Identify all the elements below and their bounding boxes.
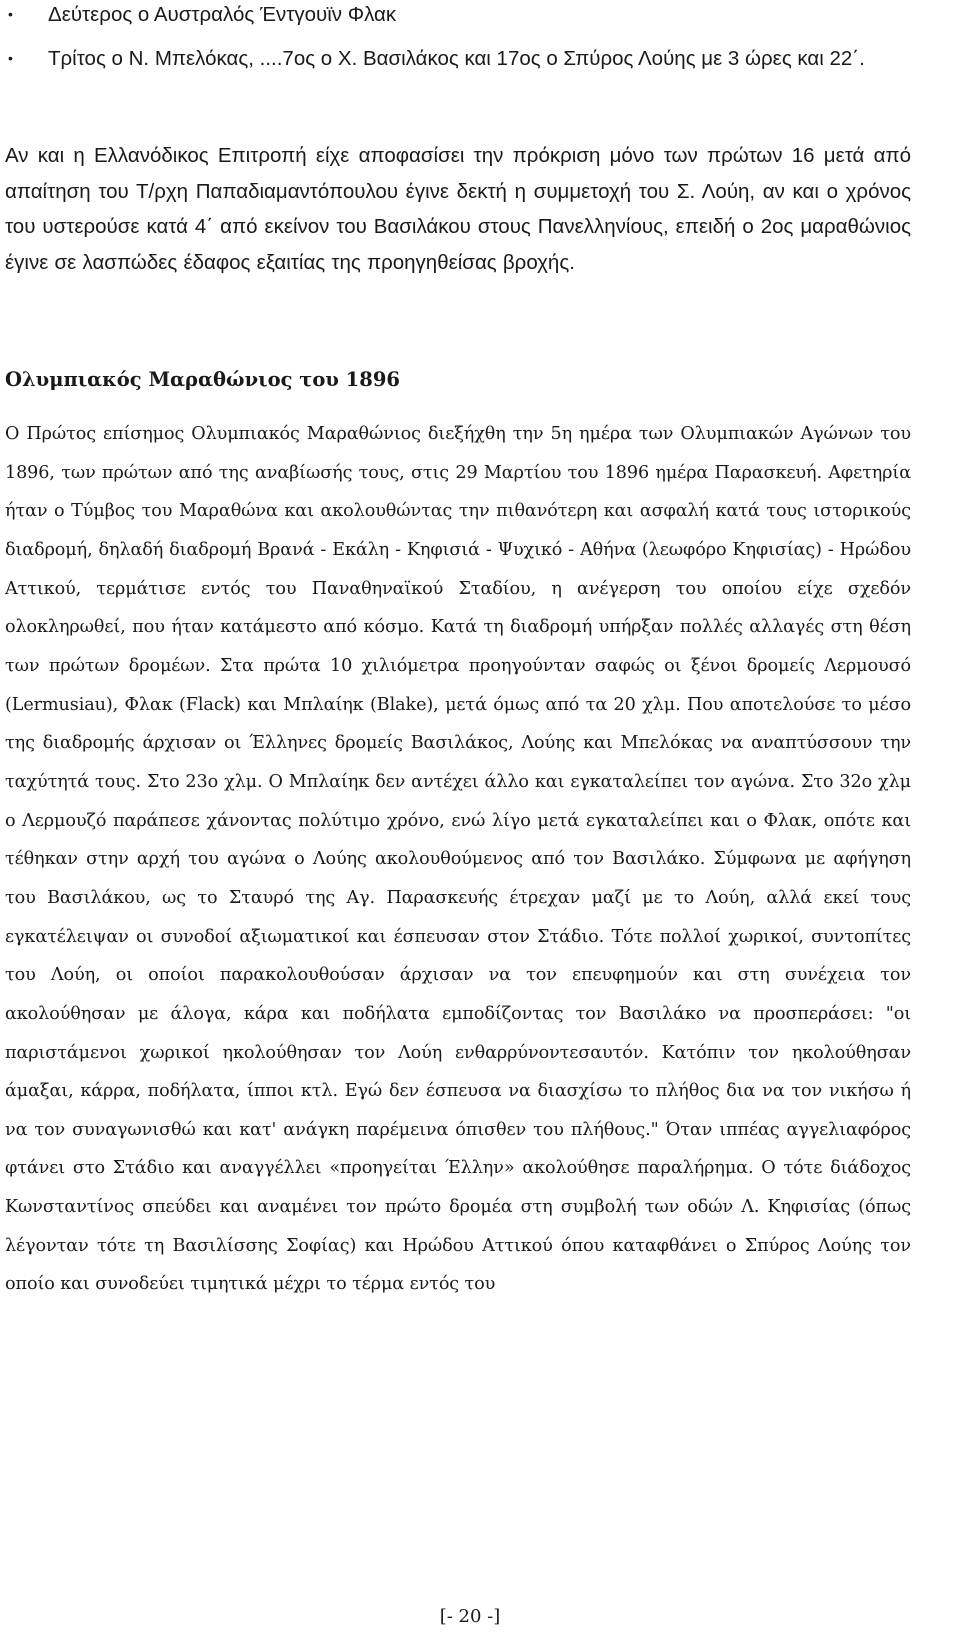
section-heading: Ολυμπιακός Μαραθώνιος του 1896: [5, 368, 400, 391]
bullet-icon: •: [8, 6, 13, 22]
bullet-text: Τρίτος ο Ν. Μπελόκας, ....7ος ο Χ. Βασιλάκος και 17ος ο Σπύρος Λούης με 3 ώρες και 22΄.: [48, 47, 865, 70]
bullet-item-third-place: [0, 41, 960, 76]
bullet-icon: •: [8, 50, 13, 66]
main-paragraph: Ο Πρώτος επίσημος Ολυμπιακός Μαραθώνιος διεξήχθη την 5η ημέρα των Ολυμπιακών Αγώνων του 1896, των πρώτων από της αναβίωσής τους, στις 29 Μαρτίου του 1896 ημέρα Παρασκευή. Αφετηρία ήταν ο Τύμβος του Μαραθώνα και ακολουθώντας την πιθανότερη και ασφαλή κατά τους ιστορικούς διαδρομή, δηλαδή διαδρομή Βρανά - Εκάλη - Κηφισιά - Ψυχικό - Αθήνα (λεωφόρο Κηφισίας) - Ηρώδου Αττικού, τερμάτισε εντός του Παναθηναϊκού Σταδίου, η ανέγερση του οποίου είχε σχεδόν ολοκληρωθεί, που ήταν κατάμεστο από κόσμο. Κατά τη διαδρομή υπήρξαν πολλές αλλαγές στη θέση των πρώτων δρομέων. Στα πρώτα 10 χιλιόμετρα προηγούνταν σαφώς οι ξένοι δρομείς Λερμουσό (Lermusiau), Φλακ (Flack) και Μπλαίηκ (Blake), μετά όμως από τα 20 χλμ. Που αποτελούσε το μέσο της διαδρομής άρχισαν οι Έλληνες δρομείς Βασιλάκος, Λούης και Μπελόκας να αναπτύσσουν την ταχύτητά τους. Στο 23ο χλμ. Ο Μπλαίηκ δεν αντέχει άλλο και εγκαταλείπει τον αγώνα. Στο 32ο χλμ ο Λερμουζό παράπεσε χάνοντας πολύτιμο χρόνο, ενώ λίγο μετά εγκαταλείπει και ο Φλακ, οπότε και τέθηκαν στην αρχή του αγώνα ο Λούης ακολουθούμενος από τον Βασιλάκο. Σύμφωνα με αφήγηση του Βασιλάκου, ως το Σταυρό της Αγ. Παρασκευής έτρεχαν μαζί με το Λούη, αλλά εκεί τους εγκατέλειψαν οι συνοδοί αξιωματικοί και έσπευσαν στον Στάδιο. Τότε πολλοί χωρικοί, συντοπίτες του Λούη, οι οποίοι παρακολουθούσαν άρχισαν να τον επευφημούν και στη συνέχεια τον ακολούθησαν με άλογα, κάρα και ποδήλατα εμποδίζοντας τον Βασιλάκο να προσπεράσει: "οι παριστάμενοι χωρικοί ηκολούθησαν τον Λούη ενθαρρύνοντεσαυτόν. Κατόπιν τον ηκολούθησαν άμαξαι, κάρρα, ποδήλατα, ίπποι κτλ. Εγώ δεν έσπευσα να διασχίσω το πλήθος δια να τον νικήσω ή να τον συναγωνισθώ και κατ' ανάγκη παρέμεινα όπισθεν του πλήθους." Όταν ιππέας αγγελιαφόρος φτάνει στο Στάδιο και αναγγέλλει «προηγείται Έλλην» ακολούθησε παραλήρημα. Ο τότε διάδοχος Κωνσταντίνος σπεύδει και αναμένει τον πρώτο δρομέα στη συμβολή των οδών Λ. Κηφισίας (όπως λέγονταν τότε τη Βασιλίσσης Σοφίας) και Ηρώδου Αττικού όπου καταφθάνει ο Σπύρος Λούης τον οποίο και συνοδεύει τιμητικά μέχρι το τέρμα εντός του: [5, 424, 911, 1295]
bullet-item-second-place: [0, 0, 960, 32]
page-number: [- 20 -]: [439, 1606, 501, 1627]
bullet-text: Δεύτερος ο Αυστραλός Έντγουϊν Φλακ: [48, 3, 397, 26]
intro-paragraph: Αν και η Ελλανόδικος Επιτροπή είχε αποφασίσει την πρόκριση μόνο των πρώτων 16 μετά από απαίτηση του Τ/ρχη Παπαδιαμαντόπουλου έγινε δεκτή η συμμετοχή του Σ. Λούη, αν και ο χρόνος του υστερούσε κατά 4΄ από εκείνον του Βασιλάκου στους Πανελληνίους, επειδή ο 2ος μαραθώνιος έγινε σε λασπώδες έδαφος εξαιτίας της προηγηθείσας βροχής.: [5, 144, 911, 274]
